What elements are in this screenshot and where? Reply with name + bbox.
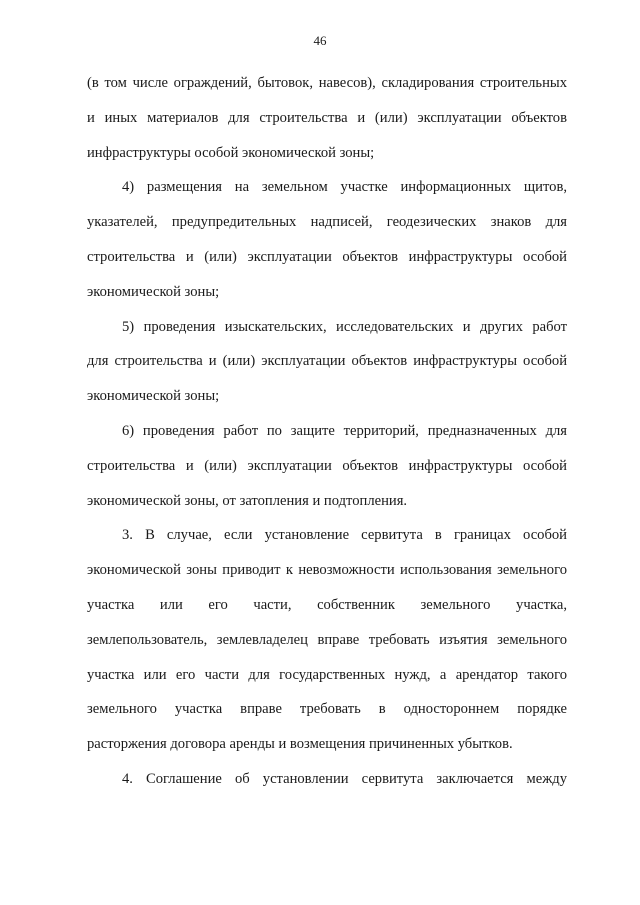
text-line: строительства и (или) эксплуатации объектов инфраструктуры особой bbox=[87, 248, 567, 265]
text-line: расторжения договора аренды и возмещения причиненных убытков. bbox=[87, 736, 513, 753]
text-line: указателей, предупредительных надписей, геодезических знаков для bbox=[87, 214, 567, 231]
page-number: 46 bbox=[313, 33, 327, 48]
text-line: экономической зоны приводит к невозможности использования земельного bbox=[87, 562, 567, 579]
text-line: 5) проведения изыскательских, исследовательских и других работ bbox=[122, 318, 567, 335]
text-line: земельного участка вправе требовать в одностороннем порядке bbox=[87, 701, 567, 718]
text-line: экономической зоны; bbox=[87, 388, 220, 405]
text-line: 4) размещения на земельном участке информационных щитов, bbox=[122, 179, 567, 196]
text-line: и иных материалов для строительства и (или) эксплуатации объектов bbox=[87, 109, 567, 126]
text-line: 6) проведения работ по защите территорий, предназначенных для bbox=[122, 422, 567, 439]
text-line: 3. В случае, если установление сервитута в границах особой bbox=[122, 527, 567, 544]
text-line: участка или его части, собственник земельного участка, bbox=[87, 596, 567, 613]
document-body bbox=[87, 66, 567, 797]
text-line: (в том числе ограждений, бытовок, навесов), складирования строительных bbox=[87, 75, 567, 91]
text-line: землепользователь, землевладелец вправе требовать изъятия земельного bbox=[87, 631, 567, 648]
text-line: участка или его части для государственных нужд, а арендатор такого bbox=[87, 666, 567, 683]
text-line: для строительства и (или) эксплуатации объектов инфраструктуры особой bbox=[87, 353, 567, 370]
text-line: экономической зоны, от затопления и подтопления. bbox=[87, 492, 408, 509]
text-line: 4. Соглашение об установлении сервитута заключается между bbox=[122, 770, 567, 787]
text-line: инфраструктуры особой экономической зоны; bbox=[87, 144, 375, 161]
text-line: строительства и (или) эксплуатации объектов инфраструктуры особой bbox=[87, 457, 567, 474]
text-line: экономической зоны; bbox=[87, 283, 220, 300]
